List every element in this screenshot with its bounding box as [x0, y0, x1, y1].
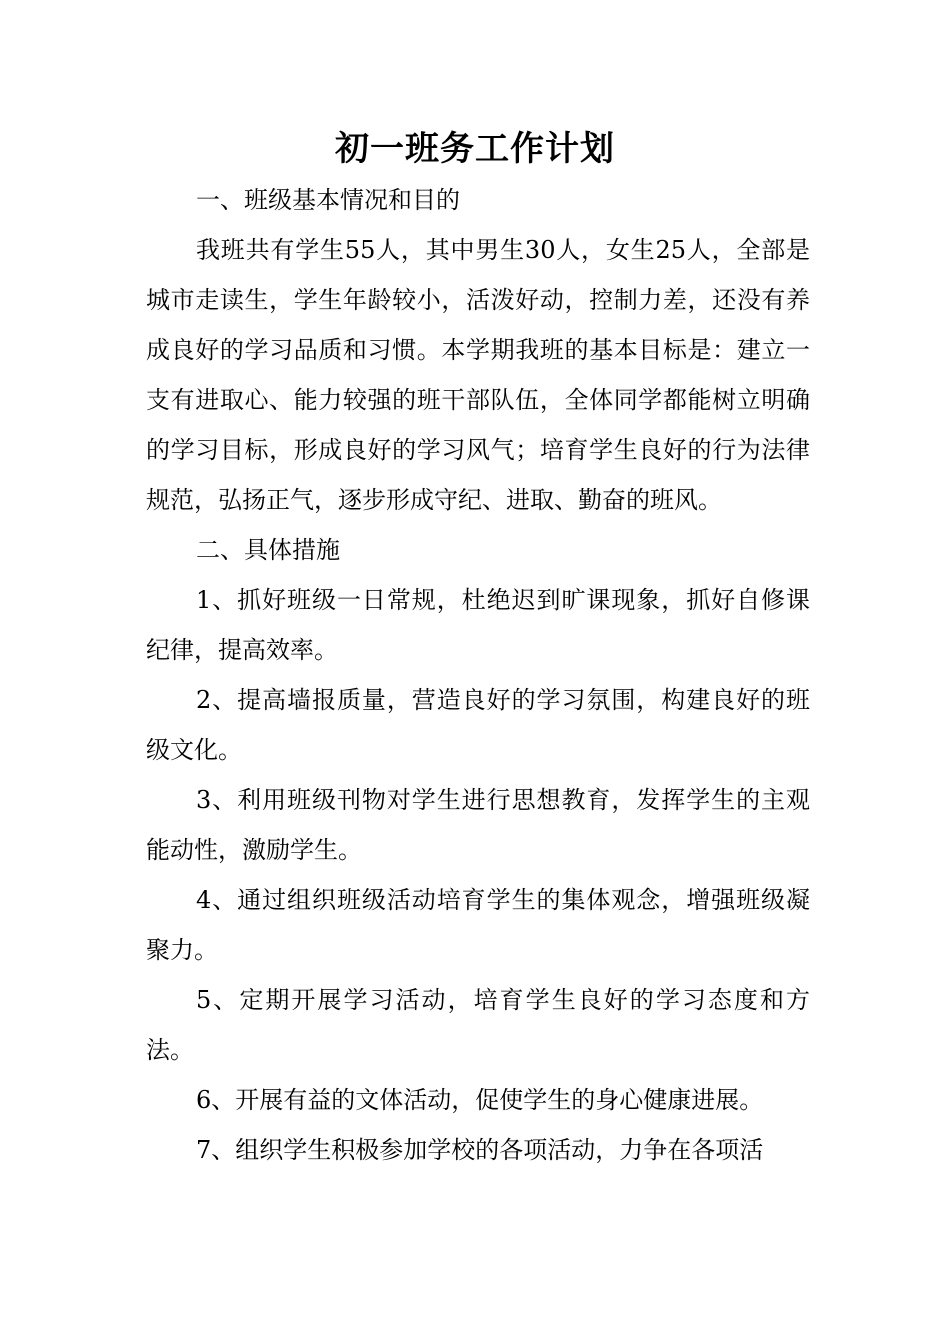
measure-item-4: 4、通过组织班级活动培育学生的集体观念，增强班级凝聚力。 [146, 886, 810, 964]
measure-item-3: 3、利用班级刊物对学生进行思想教育，发挥学生的主观能动性，激励学生。 [146, 786, 810, 864]
measure-item-2: 2、提高墙报质量，营造良好的学习氛围，构建良好的班级文化。 [146, 686, 810, 764]
measure-item-1: 1、抓好班级一日常规，杜绝迟到旷课现象，抓好自修课纪律，提高效率。 [146, 586, 810, 664]
measure-item-5: 5、定期开展学习活动，培育学生良好的学习态度和方法。 [146, 986, 810, 1064]
document-title: 初一班务工作计划 [335, 129, 615, 169]
measure-item-6: 6、开展有益的文体活动，促使学生的身心健康进展。 [196, 1086, 764, 1114]
section-heading-2: 二、具体措施 [196, 536, 340, 564]
paragraph-class-situation: 我班共有学生55人，其中男生30人，女生25人，全部是城市走读生，学生年龄较小，活泼好动，控制力差，还没有养成良好的学习品质和习惯。本学期我班的基本目标是：建立一支有进取心、能力较强的班干部队伍，全体同学都能树立明确的学习目标，形成良好的学习风气；培育学生良好的行为法律规范，弘扬正气，逐步形成守纪、进取、勤奋的班风。 [146, 236, 810, 514]
section-heading-1: 一、班级基本情况和目的 [196, 186, 460, 214]
measure-item-7: 7、组织学生积极参加学校的各项活动，力争在各项活 [196, 1136, 764, 1164]
document-body [146, 175, 810, 1175]
